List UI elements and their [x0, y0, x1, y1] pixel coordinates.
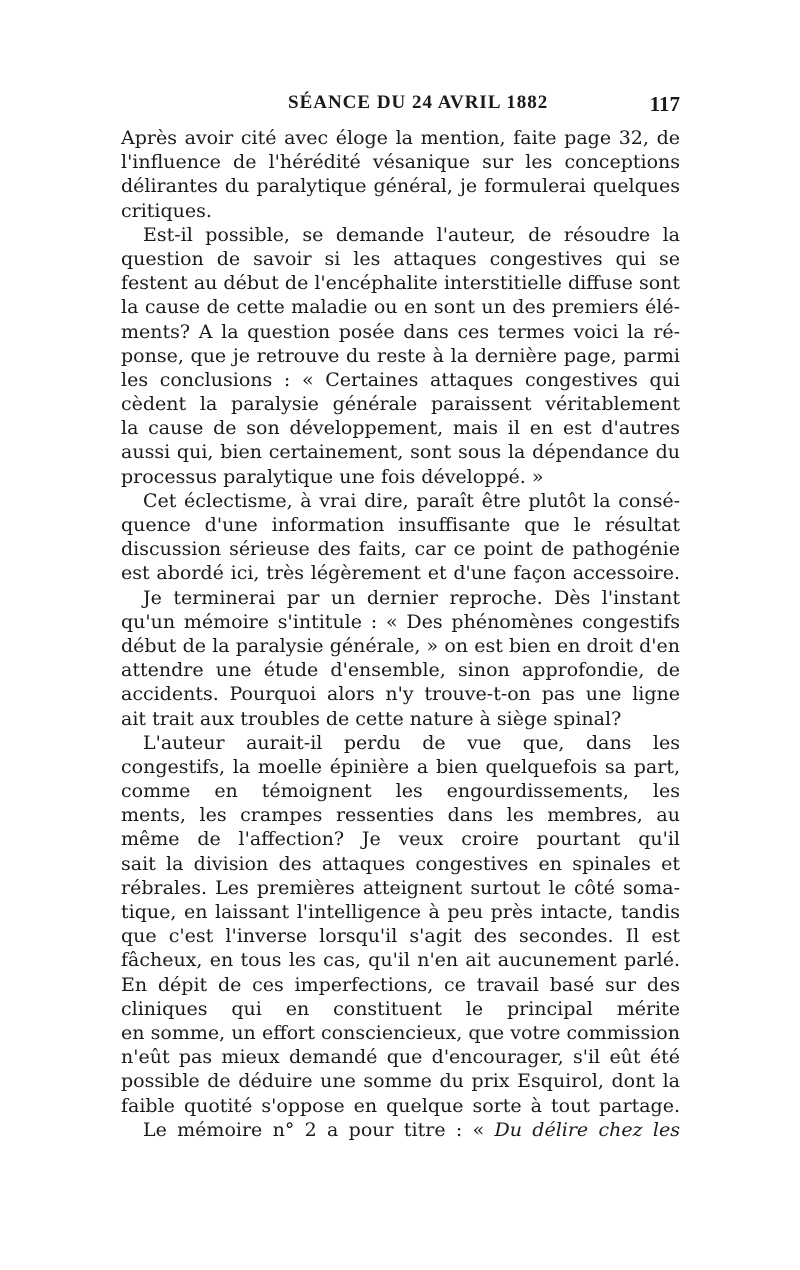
text-line: qu'un mémoire s'intitule : « Des phénomènes congestifs — [121, 610, 680, 633]
text-line: attendre une étude d'ensemble, sinon approfondie, de — [121, 659, 680, 682]
text-line: congestifs, la moelle épinière a bien quelquefois sa part, — [121, 755, 680, 778]
text-line: l'influence de l'hérédité vésanique sur les conceptions — [121, 151, 680, 174]
text-line: Est-il possible, se demande l'auteur, de résoudre la — [143, 223, 680, 246]
text-line: discussion sérieuse des faits, car ce point de pathogénie — [121, 538, 680, 561]
text-line: quence d'une information insuffisante que le résultat — [121, 514, 680, 536]
text-line: Cet éclectisme, à vrai dire, paraît être plutôt la consé- — [143, 489, 680, 512]
text-line: ments, les crampes ressenties dans les membres, au — [121, 804, 680, 827]
text-line: critiques. — [121, 199, 212, 222]
text-line: Je terminerai par un dernier reproche. Dès l'instant — [143, 586, 680, 609]
page-number: 117 — [649, 92, 680, 116]
text-line: cliniques qui en constituent le principal mérite — [121, 997, 680, 1020]
text-line: Après avoir cité avec éloge la mention, faite page 32, de — [121, 127, 680, 149]
text-line: faible quotité s'oppose en quelque sorte à tout partage. — [121, 1094, 680, 1117]
text-line: tique, en laissant l'intelligence à peu près intacte, tandis — [121, 901, 680, 923]
last-line-roman: Le mémoire n° 2 a pour titre : « — [143, 1118, 495, 1141]
text-line: ments? A la question posée dans ces termes voici la ré- — [121, 320, 680, 343]
text-line: possible de déduire une somme du prix Esquirol, dont la — [121, 1070, 680, 1093]
text-line: sait la division des attaques congestives en spinales et — [121, 852, 680, 875]
running-head — [120, 92, 680, 120]
text-line: ait trait aux troubles de cette nature à siège spinal? — [121, 707, 622, 730]
text-line: les conclusions : « Certaines attaques congestives qui — [121, 368, 680, 391]
text-line: processus paralytique une fois développé. » — [121, 465, 544, 488]
text-line: cèdent la paralysie générale paraissent véritablement — [121, 393, 680, 416]
text-line: en somme, un effort consciencieux, que votre commission — [121, 1021, 680, 1044]
text-line: est abordé ici, très légèrement et d'une façon accessoire. — [121, 562, 680, 585]
text-line: aussi qui, bien certainement, sont sous la dépendance du — [121, 441, 680, 464]
text-line: fâcheux, en tous les cas, qu'il n'en ait aucunement parlé. — [121, 949, 680, 972]
text-line: même de l'affection? Je veux croire pourtant qu'il — [121, 828, 680, 851]
body-text — [121, 126, 680, 1142]
text-line: délirantes du paralytique général, je formulerai quelques — [121, 175, 680, 198]
text-line: question de savoir si les attaques congestives qui se — [121, 247, 680, 270]
text-line: début de la paralysie générale, » on est bien en droit d'en — [121, 634, 680, 657]
text-line: la cause de cette maladie ou en sont un des premiers élé- — [121, 296, 680, 319]
text-line: que c'est l'inverse lorsqu'il s'agit des secondes. Il est — [121, 925, 680, 948]
text-line: n'eût pas mieux demandé que d'encourager, s'il eût été — [121, 1046, 680, 1069]
text-line: L'auteur aurait-il perdu de vue que, dans les — [143, 731, 680, 754]
text-line: festent au début de l'encéphalite interstitielle diffuse sont — [121, 272, 680, 295]
running-head-title: SÉANCE DU 24 AVRIL 1882 — [288, 92, 549, 113]
text-line: rébrales. Les premières atteignent surtout le côté soma- — [121, 876, 680, 899]
text-line-last — [121, 1118, 680, 1142]
text-line: comme en témoignent les engourdissements, les — [121, 780, 680, 803]
last-line-italic: Du délire chez les — [494, 1118, 680, 1141]
text-line: En dépit de ces imperfections, ce travail basé sur des — [121, 973, 680, 996]
text-line: accidents. Pourquoi alors n'y trouve-t-on pas une ligne — [121, 683, 680, 706]
text-line: ponse, que je retrouve du reste à la dernière page, parmi — [121, 344, 680, 367]
text-line: la cause de son développement, mais il en est d'autres — [121, 417, 680, 440]
